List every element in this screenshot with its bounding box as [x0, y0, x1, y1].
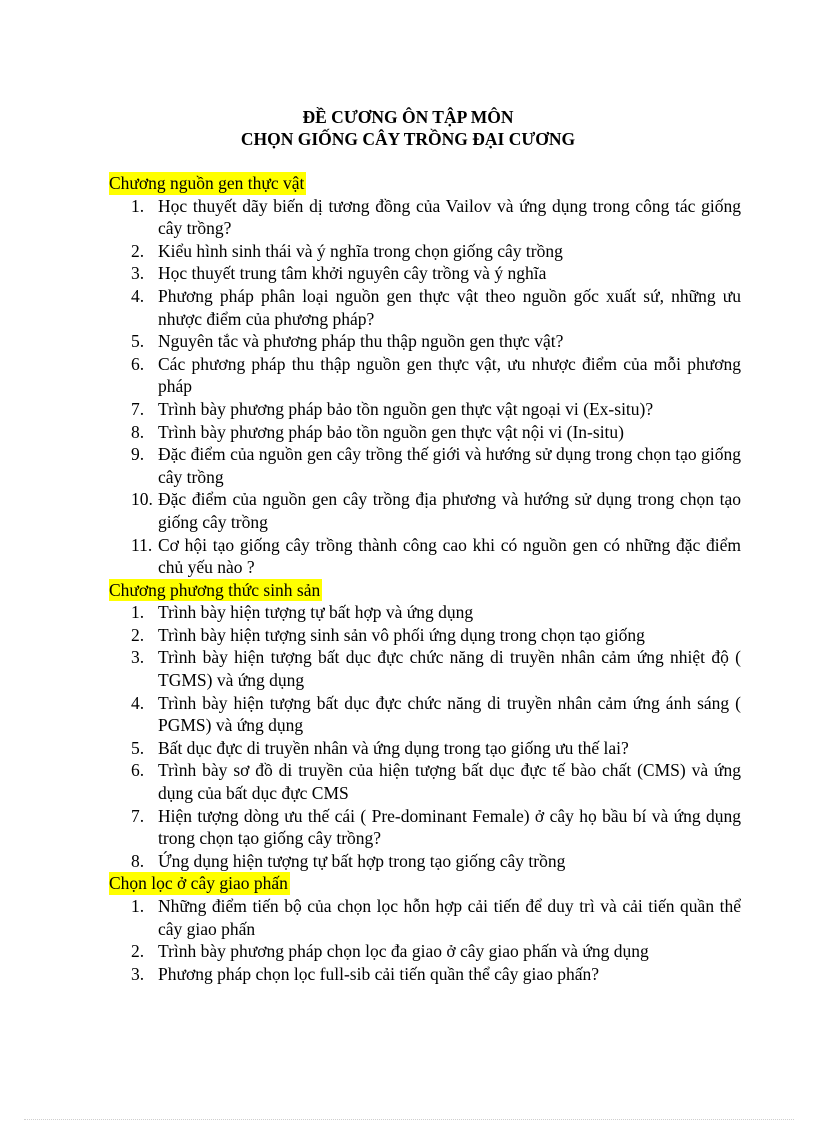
list-item	[109, 737, 741, 760]
item-text: Đặc điểm của nguồn gen cây trồng thế giới và hướng sử dụng trong chọn tạo giống cây trồng	[158, 444, 741, 487]
list-item	[109, 646, 741, 691]
item-number: 8.	[131, 850, 145, 871]
item-text: Hiện tượng dòng ưu thế cái ( Pre-dominant Female) ở cây họ bầu bí và ứng dụng trong chọn tạo giống cây trồng?	[158, 805, 741, 849]
item-text: Các phương pháp thu thập nguồn gen thực vật, ưu nhược điểm của mỗi phương pháp	[158, 353, 741, 397]
list-item	[109, 262, 741, 285]
item-number: 8.	[131, 421, 145, 442]
document-title-line-1: ĐỀ CƯƠNG ÔN TẬP MÔN	[302, 107, 514, 127]
section-2	[109, 579, 741, 602]
item-number: 1.	[131, 896, 145, 916]
item-text: Cơ hội tạo giống cây trồng thành công cao khi có nguồn gen có những đặc điểm chủ yếu nào ?	[158, 534, 741, 578]
item-number: 5.	[131, 331, 145, 352]
section-1	[109, 172, 741, 195]
item-number: 4.	[131, 285, 145, 306]
item-number: 2.	[131, 941, 145, 962]
list-item	[109, 534, 741, 579]
item-number: 7.	[131, 805, 145, 826]
item-text: Phương pháp phân loại nguồn gen thực vật theo nguồn gốc xuất sứ, những ưu nhược điểm của phương pháp?	[158, 285, 741, 329]
item-number: 9.	[131, 444, 145, 465]
section-heading: Chọn lọc ở cây giao phấn	[109, 873, 288, 894]
item-text: Trình bày hiện tượng bất dục đực chức năng di truyền nhân cảm ứng nhiệt độ ( TGMS) và ứng dụng	[158, 647, 741, 691]
list-item	[109, 895, 741, 940]
list-item	[109, 940, 741, 963]
section-heading: Chương phương thức sinh sản	[109, 579, 321, 600]
list-item	[109, 692, 741, 737]
item-text: Trình bày sơ đồ di truyền của hiện tượng bất dục đực tế bào chất (CMS) và ứng dụng của bất dục đực CMS	[158, 760, 741, 804]
item-number: 1.	[131, 602, 145, 623]
item-text: Bất dục đực di truyền nhân và ứng dụng trong tạo giống ưu thế lai?	[158, 737, 629, 758]
item-text: Ứng dụng hiện tượng tự bất hợp trong tạo giống cây trồng	[158, 850, 566, 871]
list-item	[109, 421, 741, 444]
list-item	[109, 850, 741, 873]
list-item	[109, 240, 741, 263]
list-item	[109, 601, 741, 624]
list-item	[109, 805, 741, 850]
item-text: Trình bày hiện tượng sinh sản vô phối ứng dụng trong chọn tạo giống	[158, 624, 645, 645]
list-item	[109, 398, 741, 421]
item-text: Trình bày phương pháp bảo tồn nguồn gen thực vật ngoại vi (Ex-situ)?	[158, 398, 654, 419]
question-list	[109, 195, 741, 579]
page-bottom-divider	[24, 1119, 794, 1120]
item-number: 3.	[131, 263, 145, 284]
item-number: 3.	[131, 647, 145, 668]
list-item	[109, 195, 741, 240]
item-number: 11.	[131, 534, 153, 555]
item-text: Phương pháp chọn lọc full-sib cải tiến quần thể cây giao phấn?	[158, 963, 600, 984]
item-text: Trình bày phương pháp bảo tồn nguồn gen thực vật nội vi (In-situ)	[158, 421, 624, 442]
item-number: 4.	[131, 692, 145, 713]
item-number: 7.	[131, 398, 145, 419]
item-text: Trình bày hiện tượng bất dục đực chức năng di truyền nhân cảm ứng ánh sáng ( PGMS) và ứng dụng	[158, 692, 741, 736]
item-text: Trình bày phương pháp chọn lọc đa giao ở cây giao phấn và ứng dụng	[158, 941, 649, 962]
question-list	[109, 601, 741, 872]
document-body	[109, 172, 741, 985]
list-item	[109, 285, 741, 330]
question-list	[109, 895, 741, 985]
item-text: Học thuyết dãy biến dị tương đồng của Vailov và ứng dụng trong công tác giống cây trồng?	[158, 195, 741, 239]
item-number: 5.	[131, 737, 145, 758]
item-text: Trình bày hiện tượng tự bất hợp và ứng dụng	[158, 602, 474, 623]
list-item	[109, 353, 741, 398]
item-number: 2.	[131, 240, 145, 261]
list-item	[109, 488, 741, 533]
item-number: 10.	[131, 489, 153, 510]
item-number: 2.	[131, 624, 145, 645]
list-item	[109, 624, 741, 647]
item-text: Đặc điểm của nguồn gen cây trồng địa phương và hướng sử dụng trong chọn tạo giống cây trồng	[158, 489, 741, 532]
item-text: Học thuyết trung tâm khởi nguyên cây trồng và ý nghĩa	[158, 263, 547, 284]
item-number: 6.	[131, 760, 145, 781]
item-text: Kiểu hình sinh thái và ý nghĩa trong chọn giống cây trồng	[158, 240, 563, 261]
list-item	[109, 759, 741, 804]
document-title-line-2: CHỌN GIỐNG CÂY TRỒNG ĐẠI CƯƠNG	[240, 129, 576, 149]
item-number: 1.	[131, 195, 145, 216]
section-3	[109, 872, 741, 895]
item-text: Những điểm tiến bộ của chọn lọc hỗn hợp cải tiến để duy trì và cải tiến quần thể cây giao phấn	[158, 896, 741, 939]
list-item	[109, 330, 741, 353]
list-item	[109, 443, 741, 488]
item-number: 3.	[131, 963, 145, 984]
item-number: 6.	[131, 353, 145, 374]
item-text: Nguyên tắc và phương pháp thu thập nguồn gen thực vật?	[158, 331, 564, 352]
list-item	[109, 963, 741, 986]
section-heading: Chương nguồn gen thực vật	[109, 173, 305, 193]
